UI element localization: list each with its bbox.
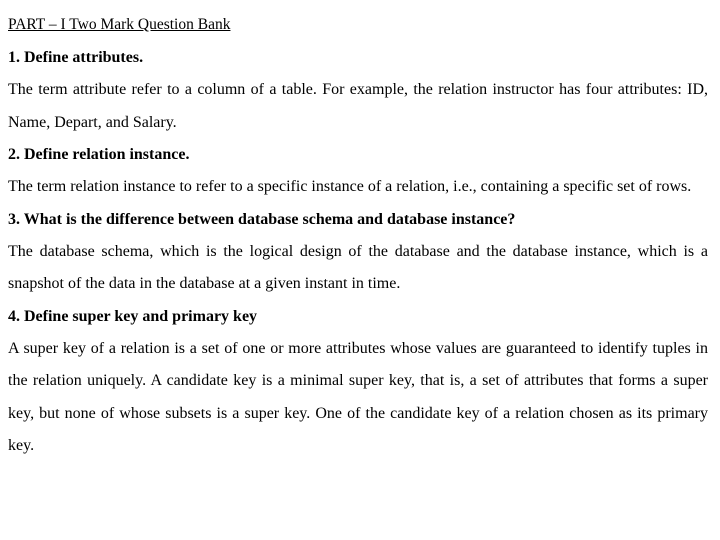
answer-1: The term attribute refer to a column of a table. For example, the relation instructor has four attributes: ID, Name, Depart, and Salary. [8,81,708,131]
answer-2: The term relation instance to refer to a specific instance of a relation, i.e., containing a specific set of rows. [8,178,692,195]
qa-item-1 [8,42,708,139]
question-3: 3. What is the difference between database schema and database instance? [8,210,516,228]
qa-item-4 [8,301,708,463]
qa-item-2 [8,139,708,204]
answer-3: The database schema, which is the logical design of the database and the database instance, which is a snapshot of the data in the database at a given instant in time. [8,242,708,292]
qa-item-3 [8,204,708,301]
document-title: PART – I Two Mark Question Bank [8,16,231,33]
question-4: 4. Define super key and primary key [8,307,258,325]
question-2: 2. Define relation instance. [8,146,190,163]
document-page [8,14,708,463]
answer-4: A super key of a relation is a set of one or more attributes whose values are guaranteed to identify tuples in the relation uniquely. A candidate key is a minimal super key, that is, a set of attributes that forms a super key, but none of whose subsets is a super key. One of the candidate key of a relation chosen as its primary key. [8,339,708,454]
question-1: 1. Define attributes. [8,49,144,66]
